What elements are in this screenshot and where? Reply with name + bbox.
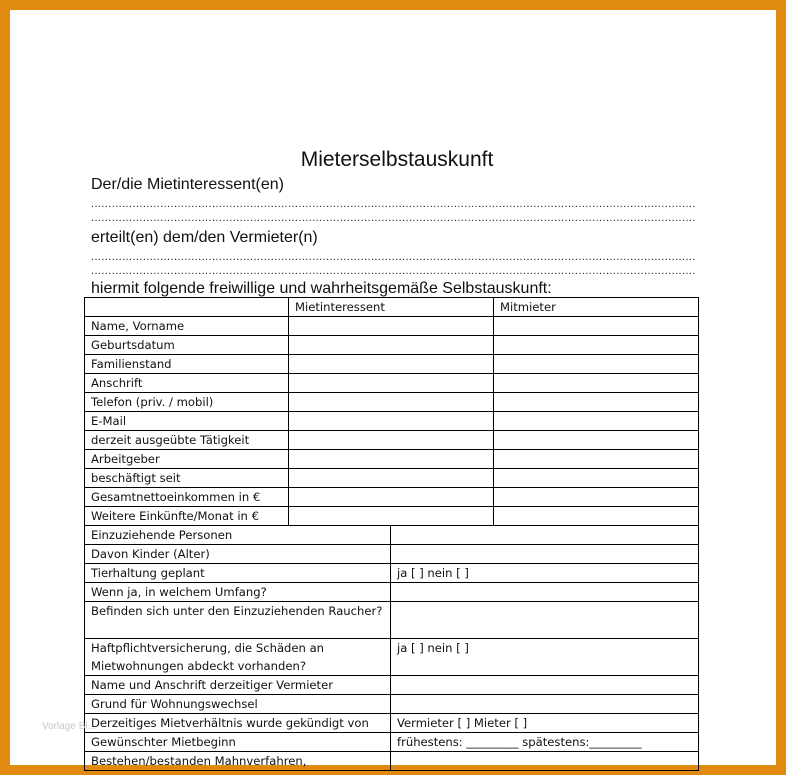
row-label: E-Mail xyxy=(85,412,289,431)
row-label: Einzuziehende Personen xyxy=(85,526,391,545)
intro-line-tenant: Der/die Mietinteressent(en) xyxy=(91,176,284,193)
co-tenant-input-cell[interactable] xyxy=(494,450,699,469)
header-co-tenant: Mitmieter xyxy=(494,298,699,317)
co-tenant-input-cell[interactable] xyxy=(494,431,699,450)
header-label-cell xyxy=(85,298,289,317)
applicant-input-cell[interactable] xyxy=(289,393,494,412)
applicant-input-cell[interactable] xyxy=(289,469,494,488)
table-row xyxy=(85,713,699,732)
row-label: Befinden sich unter den Einzuziehenden Raucher? xyxy=(85,602,391,639)
table-row xyxy=(85,675,699,694)
co-tenant-input-cell[interactable] xyxy=(494,507,699,526)
row-label: Gewünschter Mietbeginn xyxy=(85,732,391,751)
row-label: Telefon (priv. / mobil) xyxy=(85,393,289,412)
row-label: Name, Vorname xyxy=(85,317,289,336)
row-label: Familienstand xyxy=(85,355,289,374)
co-tenant-input-cell[interactable] xyxy=(494,488,699,507)
table-row xyxy=(85,751,699,770)
dotted-fill-line: ............................................................................................................................................................................... xyxy=(91,212,696,224)
applicant-input-cell[interactable] xyxy=(289,488,494,507)
answer-cell[interactable]: frühestens: _________ spätestens:_________ xyxy=(391,732,699,751)
row-label: Name und Anschrift derzeitiger Vermieter xyxy=(85,675,391,694)
table-row xyxy=(85,507,699,526)
table-row xyxy=(85,317,699,336)
table-row xyxy=(85,564,699,583)
table-row xyxy=(85,583,699,602)
table-row xyxy=(85,355,699,374)
table-row xyxy=(85,488,699,507)
answer-cell[interactable] xyxy=(391,583,699,602)
answer-cell[interactable]: Vermieter [ ] Mieter [ ] xyxy=(391,713,699,732)
row-label: Gesamtnettoeinkommen in € xyxy=(85,488,289,507)
table-row xyxy=(85,336,699,355)
table-row xyxy=(85,732,699,751)
dotted-fill-line: ............................................................................................................................................................................... xyxy=(91,198,696,210)
applicant-input-cell[interactable] xyxy=(289,336,494,355)
answer-cell[interactable] xyxy=(391,602,699,639)
table-row xyxy=(85,469,699,488)
table-row xyxy=(85,638,699,675)
applicant-input-cell[interactable] xyxy=(289,412,494,431)
applicant-input-cell[interactable] xyxy=(289,450,494,469)
self-disclosure-table xyxy=(84,297,699,771)
dotted-fill-line: ............................................................................................................................................................................... xyxy=(91,265,696,277)
table-row xyxy=(85,450,699,469)
row-label: Wenn ja, in welchem Umfang? xyxy=(85,583,391,602)
answer-cell[interactable]: ja [ ] nein [ ] xyxy=(391,638,699,675)
header-applicant: Mietinteressent xyxy=(289,298,494,317)
co-tenant-input-cell[interactable] xyxy=(494,355,699,374)
table-row xyxy=(85,694,699,713)
row-label: Geburtsdatum xyxy=(85,336,289,355)
row-label: Davon Kinder (Alter) xyxy=(85,545,391,564)
intro-line-declaration: hiermit folgende freiwillige und wahrheitsgemäße Selbstauskunft: xyxy=(91,280,552,297)
applicant-input-cell[interactable] xyxy=(289,317,494,336)
row-label: Bestehen/bestanden Mahnverfahren, xyxy=(85,751,391,770)
applicant-input-cell[interactable] xyxy=(289,355,494,374)
co-tenant-input-cell[interactable] xyxy=(494,336,699,355)
row-label: Derzeitiges Mietverhältnis wurde gekündigt von xyxy=(85,713,391,732)
table-row xyxy=(85,393,699,412)
applicant-input-cell[interactable] xyxy=(289,431,494,450)
answer-cell[interactable] xyxy=(391,751,699,770)
answer-cell[interactable] xyxy=(391,694,699,713)
applicant-input-cell[interactable] xyxy=(289,374,494,393)
row-label: Weitere Einkünfte/Monat in € xyxy=(85,507,289,526)
co-tenant-input-cell[interactable] xyxy=(494,374,699,393)
applicant-input-cell[interactable] xyxy=(289,507,494,526)
co-tenant-input-cell[interactable] xyxy=(494,393,699,412)
co-tenant-input-cell[interactable] xyxy=(494,317,699,336)
intro-line-landlord: erteilt(en) dem/den Vermieter(n) xyxy=(91,229,318,246)
answer-cell[interactable] xyxy=(391,675,699,694)
row-label: Arbeitgeber xyxy=(85,450,289,469)
row-label: Anschrift xyxy=(85,374,289,393)
co-tenant-input-cell[interactable] xyxy=(494,469,699,488)
table-row xyxy=(85,431,699,450)
table-row xyxy=(85,374,699,393)
table-row xyxy=(85,412,699,431)
table-row xyxy=(85,545,699,564)
table-row xyxy=(85,526,699,545)
row-label: derzeit ausgeübte Tätigkeit xyxy=(85,431,289,450)
document-title: Mieterselbstauskunft xyxy=(300,148,494,171)
row-label: Grund für Wohnungswechsel xyxy=(85,694,391,713)
watermark-text: Vorlage Bl... xyxy=(42,721,96,732)
dotted-fill-line: ............................................................................................................................................................................... xyxy=(91,251,696,263)
answer-cell[interactable] xyxy=(391,526,699,545)
table-header-row xyxy=(85,298,699,317)
row-label: Haftpflichtversicherung, die Schäden an Mietwohnungen abdeckt vorhanden? xyxy=(85,638,391,675)
table-row xyxy=(85,602,699,639)
answer-cell[interactable]: ja [ ] nein [ ] xyxy=(391,564,699,583)
row-label: Tierhaltung geplant xyxy=(85,564,391,583)
answer-cell[interactable] xyxy=(391,545,699,564)
document-page xyxy=(10,10,776,768)
row-label: beschäftigt seit xyxy=(85,469,289,488)
co-tenant-input-cell[interactable] xyxy=(494,412,699,431)
